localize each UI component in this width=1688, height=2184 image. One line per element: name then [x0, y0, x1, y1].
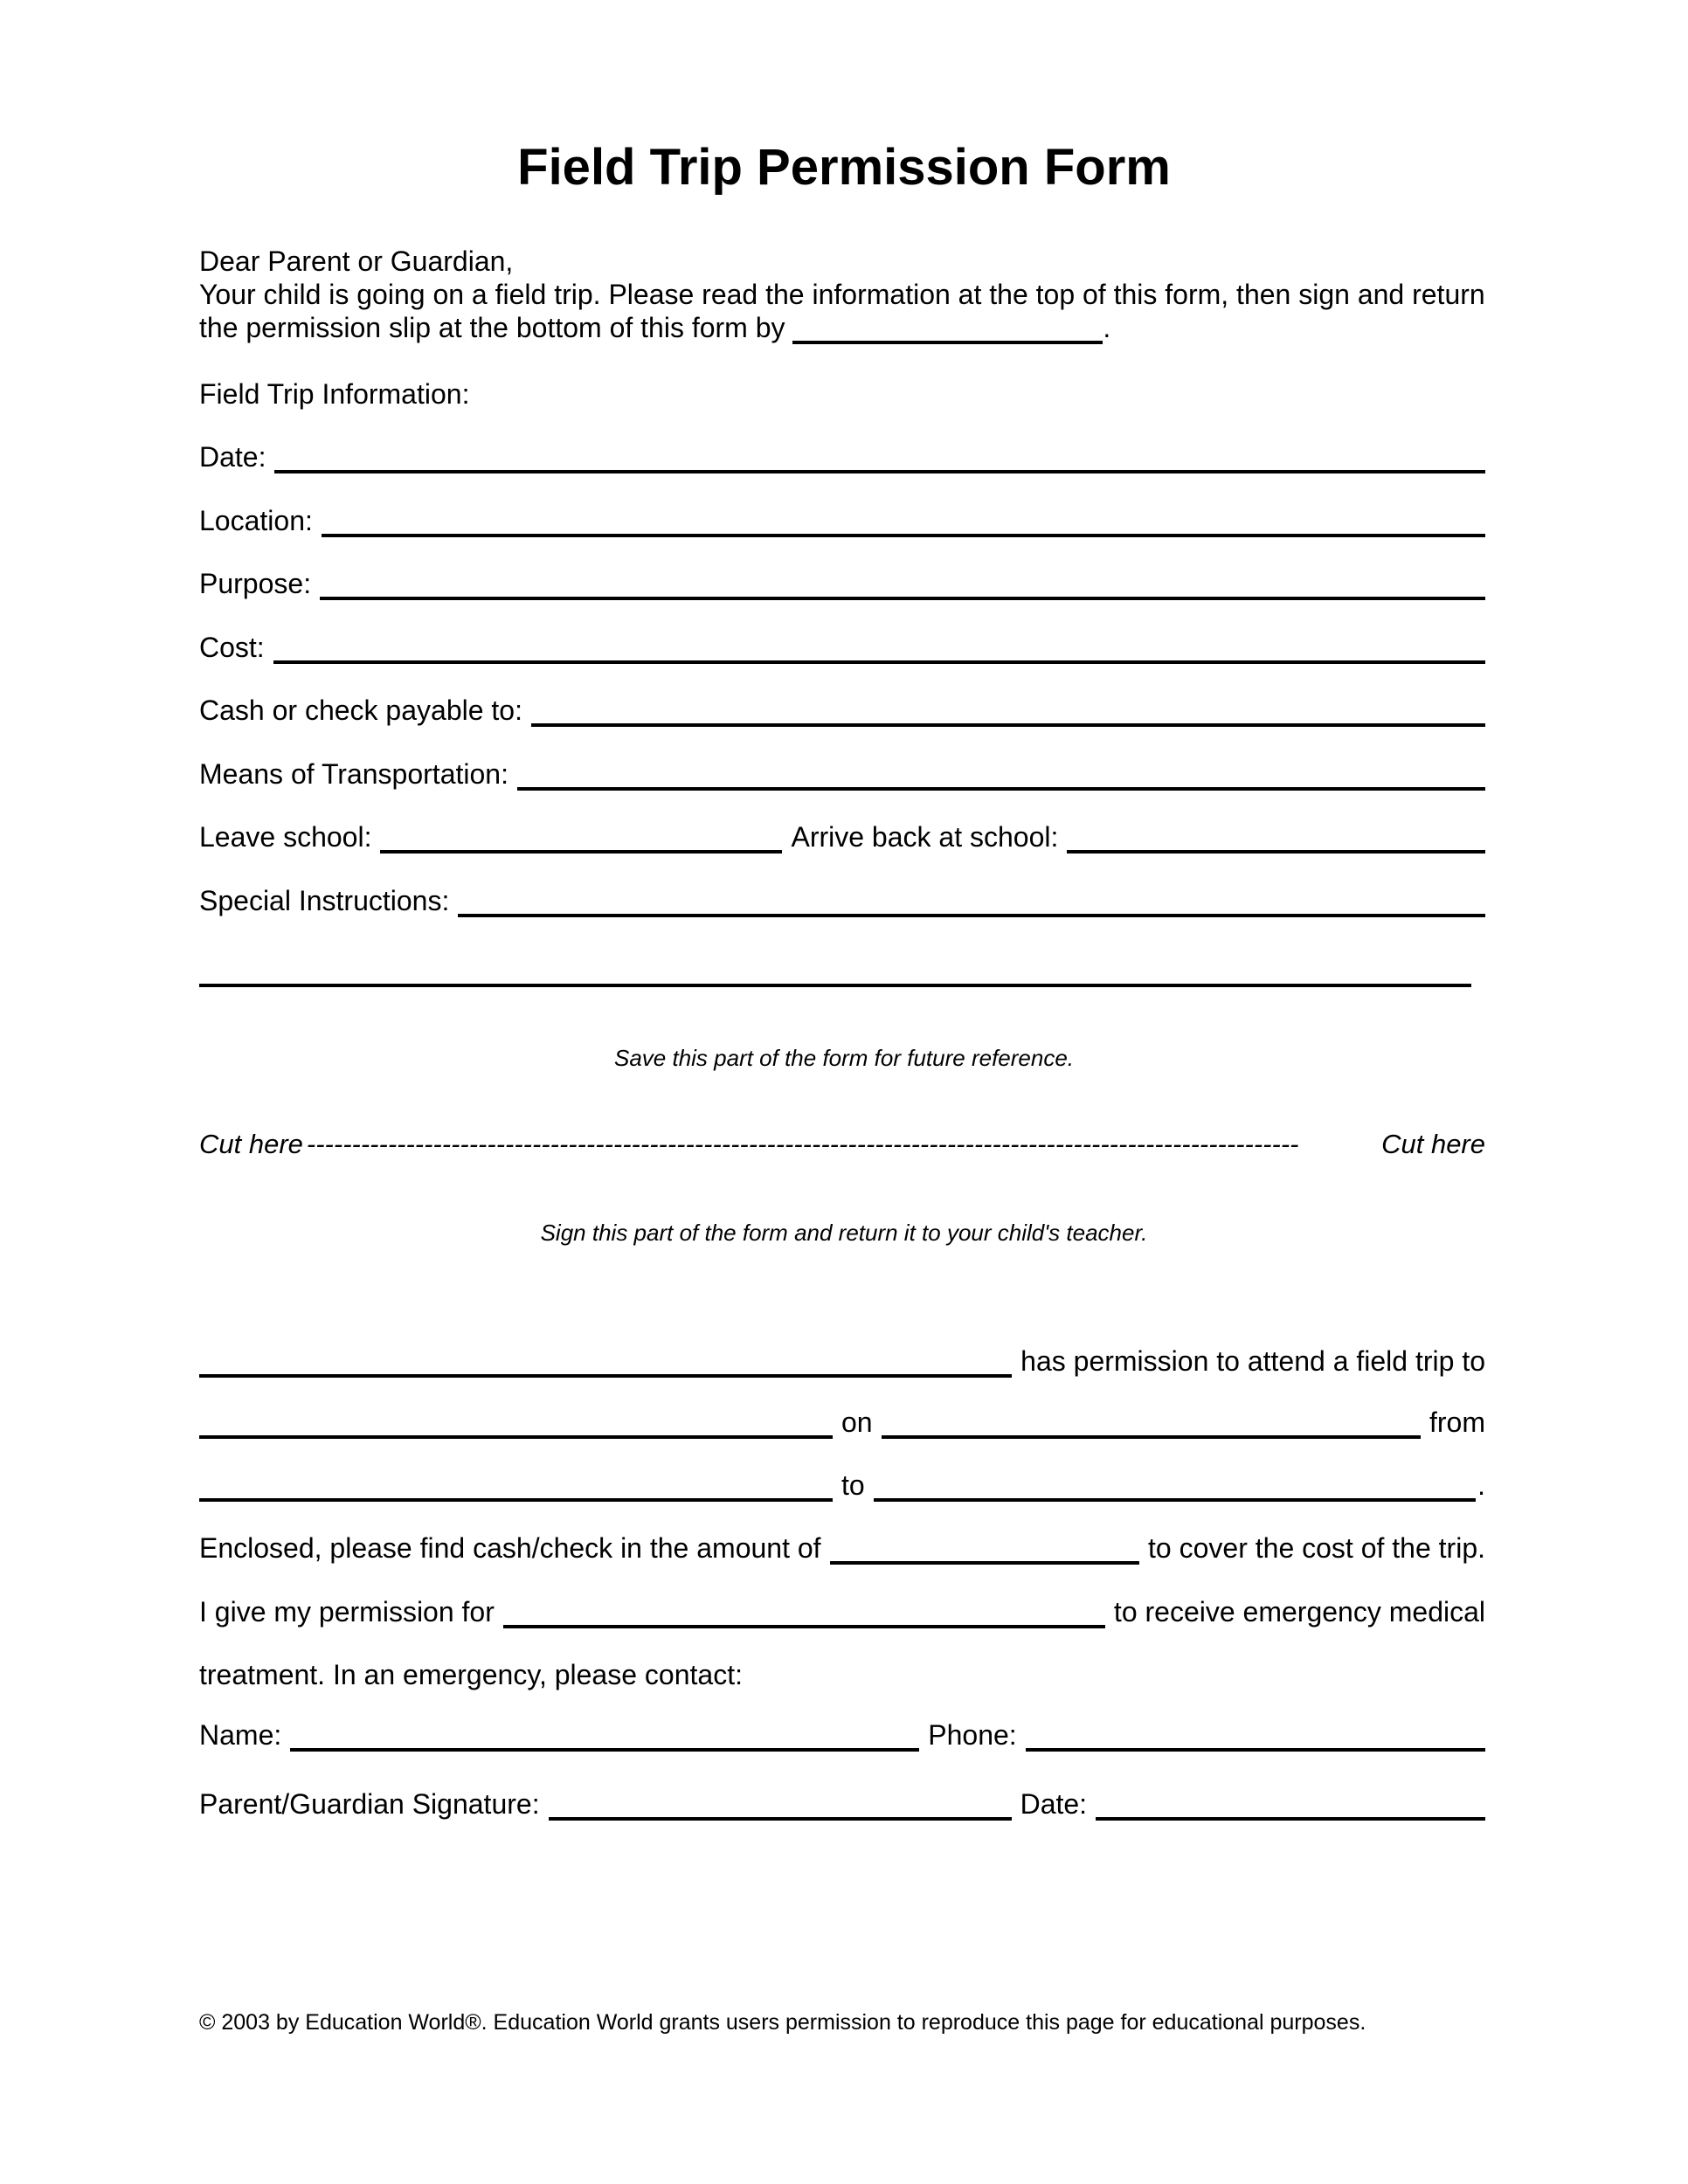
location-label: Location:: [199, 505, 313, 536]
signature-label: Parent/Guardian Signature:: [199, 1788, 540, 1820]
enclosed-text: Enclosed, please find cash/check in the amount of: [199, 1532, 821, 1564]
location-blank[interactable]: [322, 534, 1485, 537]
amount-blank[interactable]: [830, 1561, 1139, 1565]
intro-line-2: Your child is going on a field trip. Please read the information at the top of this form, then sign and return: [199, 279, 1485, 310]
cut-here-row: [199, 1129, 1485, 1160]
contact-phone-blank[interactable]: [1026, 1748, 1485, 1752]
leave-school-label: Leave school:: [199, 821, 372, 853]
page-title: Field Trip Permission Form: [517, 139, 1171, 196]
slip-line-6: [199, 1659, 1485, 1690]
purpose-label: Purpose:: [199, 568, 312, 599]
slip-line-1: [199, 1345, 1485, 1377]
trip-destination-blank[interactable]: [199, 1435, 833, 1439]
slip-line-4: [199, 1532, 1485, 1564]
slip-from-text: from: [1429, 1406, 1485, 1438]
trip-date-blank[interactable]: [882, 1435, 1421, 1439]
signature-row: [199, 1788, 1485, 1820]
contact-phone-label: Phone:: [928, 1719, 1017, 1751]
cut-here-dashes: --------------------------------------------------------------------------------------------------------------: [306, 1129, 1299, 1159]
slip-line-1-text: has permission to attend a field trip to: [1020, 1345, 1485, 1377]
date-label: Date:: [199, 441, 266, 473]
special-instructions-row: [199, 885, 1485, 916]
times-field-row: [199, 821, 1485, 853]
intro-line-1: Dear Parent or Guardian,: [199, 245, 514, 277]
intro-line-3: [199, 311, 1485, 344]
location-field-row: [199, 505, 1485, 536]
signature-blank[interactable]: [549, 1817, 1012, 1821]
intro-line-3-text: the permission slip at the bottom of this form by: [199, 312, 785, 343]
arrive-back-label: Arrive back at school:: [791, 821, 1059, 853]
slip-line-3-period: .: [1477, 1469, 1485, 1501]
purpose-blank[interactable]: [320, 597, 1485, 600]
cost-field-row: [199, 632, 1485, 663]
payable-label: Cash or check payable to:: [199, 695, 522, 726]
transportation-field-row: [199, 758, 1485, 790]
emergency-contact-row: [199, 1719, 1485, 1751]
intro-line-3-period: .: [1103, 312, 1111, 343]
leave-school-blank[interactable]: [380, 850, 782, 854]
special-instructions-label: Special Instructions:: [199, 885, 450, 916]
section-heading: Field Trip Information:: [199, 378, 470, 410]
date-field-row: [199, 441, 1485, 473]
section-heading-row: [199, 378, 1485, 410]
sign-note: Sign this part of the form and return it to your child's teacher.: [540, 1220, 1148, 1246]
payable-blank[interactable]: [531, 723, 1485, 727]
cut-here-left-label: Cut here: [199, 1129, 303, 1159]
payable-field-row: [199, 695, 1485, 726]
slip-line-2: [199, 1406, 1485, 1438]
purpose-field-row: [199, 568, 1485, 599]
return-by-date-blank[interactable]: [792, 341, 1103, 344]
emergency-contact-text: treatment. In an emergency, please contact:: [199, 1659, 743, 1690]
date-blank[interactable]: [274, 470, 1485, 473]
cost-blank[interactable]: [273, 660, 1485, 664]
slip-line-5: [199, 1596, 1485, 1628]
arrive-back-blank[interactable]: [1067, 850, 1485, 854]
transportation-label: Means of Transportation:: [199, 758, 508, 790]
slip-on-text: on: [841, 1406, 873, 1438]
cover-cost-text: to cover the cost of the trip.: [1148, 1532, 1485, 1564]
cut-here-right-label: Cut here: [1381, 1129, 1485, 1159]
trip-end-time-blank[interactable]: [874, 1498, 1476, 1502]
special-instructions-blank[interactable]: [458, 914, 1485, 917]
cost-label: Cost:: [199, 632, 265, 663]
contact-name-label: Name:: [199, 1719, 282, 1751]
save-note: Save this part of the form for future reference.: [613, 1045, 1075, 1071]
student-name-blank[interactable]: [199, 1374, 1012, 1378]
signature-date-label: Date:: [1020, 1788, 1088, 1820]
slip-line-3: [199, 1469, 1485, 1501]
special-instructions-continuation-blank[interactable]: [199, 984, 1471, 987]
emergency-medical-text: to receive emergency medical: [1113, 1596, 1485, 1628]
intro-paragraph: [199, 245, 1485, 344]
signature-date-blank[interactable]: [1096, 1817, 1485, 1821]
permission-for-text: I give my permission for: [199, 1596, 495, 1628]
trip-start-time-blank[interactable]: [199, 1498, 833, 1502]
slip-to-text: to: [841, 1469, 865, 1501]
transportation-blank[interactable]: [517, 787, 1485, 791]
copyright-footer: © 2003 by Education World®. Education World grants users permission to reproduce this page for educational purposes.: [199, 2010, 1366, 2035]
contact-name-blank[interactable]: [290, 1748, 919, 1752]
emergency-child-name-blank[interactable]: [503, 1625, 1105, 1628]
